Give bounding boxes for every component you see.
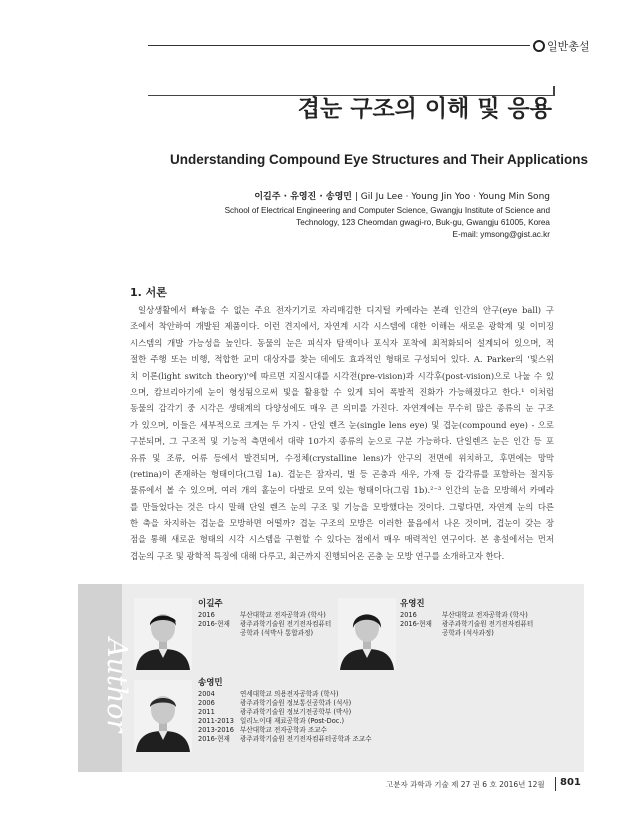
history-desc: 일리노이대 재료공학과 (Post-Doc.) bbox=[240, 717, 345, 725]
journal-info: 고분자 과학과 기술 제 27 권 6 호 2016년 12월 bbox=[386, 780, 545, 789]
history-year: 2006 bbox=[198, 699, 215, 707]
article-title-korean: 겹눈 구조의 이해 및 응용 bbox=[297, 95, 552, 122]
body-line: 유류 및 조류, 어류 등에서 발견되며, 수정체(crystalline lens)가 안구의 전면에 위치하고, 후면에는 망막 bbox=[130, 452, 554, 463]
authors-korean: 이길주 · 유영진 · 송영민 bbox=[254, 192, 352, 202]
section-label: 일반총설 bbox=[547, 40, 590, 53]
body-line: (retina)이 존재하는 형태이다(그림 1a). 겹눈은 잠자리, 벌 등 곤충과 새우, 가재 등 갑각류를 포함하는 절지동 bbox=[130, 468, 554, 479]
body-line: 구분되며, 그 구조적 및 기능적 측면에서 대략 10가지 종류의 눈으로 구분 가능하다. 단일렌즈 눈은 인간 등 포 bbox=[130, 436, 554, 447]
author-history-row bbox=[198, 629, 313, 638]
affiliation-line: School of Electrical Engineering and Computer Science, Gwangju Institute of Science and bbox=[224, 206, 550, 215]
body-line: 겹눈의 구조 및 광학적 특징에 대해 다루고, 최근까지 진행되어온 곤충 눈 모방 연구를 소개하고자 한다. bbox=[130, 550, 505, 561]
title-rule-end bbox=[553, 86, 555, 96]
article-title-english: Understanding Compound Eye Structures and Their Applications bbox=[170, 152, 589, 167]
avatar bbox=[134, 598, 192, 670]
author-label bbox=[78, 586, 132, 772]
author-history-row bbox=[400, 629, 494, 638]
history-year: 2016-현재 bbox=[198, 620, 230, 628]
author-history-row bbox=[198, 735, 372, 744]
body-line: 조에서 착안하여 개발된 제품이다. 이런 견지에서, 자연계 시각 시스템에 대한 이해는 새로운 광학계 및 이미징 bbox=[130, 321, 554, 332]
author-history-row bbox=[198, 690, 339, 699]
author-name: 유영진 bbox=[400, 599, 425, 609]
author-history-row bbox=[198, 717, 344, 726]
history-year: 2016 bbox=[198, 611, 215, 619]
avatar bbox=[338, 598, 396, 670]
history-desc: 광주과학기술원 정보통신공학과 (석사) bbox=[240, 699, 352, 707]
affiliation bbox=[200, 205, 550, 241]
history-year: 2016-현재 bbox=[198, 735, 230, 743]
history-desc: 부산대학교 전자공학과 조교수 bbox=[240, 726, 327, 734]
body-line: 절한 주행 또는 비행, 적합한 교미 대상자를 찾는 데에도 효과적인 형태로 구성되어 있다. A. Parker의 '빛스위 bbox=[130, 354, 554, 365]
body-line: 으며, 캄브리아기에 눈이 형성됨으로써 빛을 활용할 수 있게 되어 폭발적 진화가 가능해졌다고 한다.¹ 이처럼 bbox=[130, 386, 554, 397]
body-line: 물류에서 볼 수 있으며, 여러 개의 홑눈이 다발로 모여 있는 형태이다(그림 1b).²⁻³ 인간의 눈을 모방해서 카메라 bbox=[130, 485, 554, 496]
body-line: 시스템의 개발 가능성을 높인다. 동물의 눈은 피식자 탐색이나 포식자 포착에 최적화되어 설계되어 있으며, 적 bbox=[130, 337, 554, 348]
section-heading: 1. 서론 bbox=[130, 286, 167, 299]
history-year: 2011-2013 bbox=[198, 717, 234, 725]
author-name: 송영민 bbox=[198, 678, 223, 688]
body-line: 한 축을 차지하는 겹눈을 모방하면 어떨까? 겹눈 구조의 모방은 이러한 물음에서 나온 것이며, 겹눈이 갖는 장 bbox=[130, 518, 554, 529]
author-line bbox=[200, 189, 550, 202]
affiliation-line: Technology, 123 Cheomdan gwagi-ro, Buk-gu, Gwangju 61005, Korea bbox=[296, 218, 550, 227]
author-label-text: Author bbox=[101, 638, 132, 733]
section-rule bbox=[148, 45, 530, 46]
footer-divider bbox=[555, 777, 556, 791]
history-year: 2004 bbox=[198, 690, 215, 698]
body-line: 치 이론(light switch theory)'에 따르면 지질시대를 시각전(pre-vision)과 시각후(post-vision)으로 나눌 수 있 bbox=[130, 370, 554, 381]
author-name: 이길주 bbox=[198, 599, 223, 609]
history-year: 2011 bbox=[198, 708, 215, 716]
history-desc: 광주과학기술원 전기전자컴퓨터 bbox=[240, 620, 332, 628]
authors-english: | Gil Ju Lee · Young Jin Yoo · Young Min Song bbox=[354, 192, 550, 202]
author-history-row bbox=[400, 611, 528, 620]
history-desc: 부산대학교 전자공학과 (학사) bbox=[240, 611, 326, 619]
body-line: 동물의 감각기 중 시각은 생태계의 다양성에도 매우 큰 의미를 가진다. 자연계에는 무수히 많은 종류의 눈 구조 bbox=[130, 403, 554, 414]
section-tag bbox=[0, 38, 622, 52]
author-history-row bbox=[198, 611, 326, 620]
author-history-row bbox=[198, 620, 331, 629]
author-history-row bbox=[400, 620, 533, 629]
author-history-row bbox=[198, 708, 351, 717]
history-desc: 부산대학교 전자공학과 (학사) bbox=[442, 611, 528, 619]
section-bullet-icon bbox=[533, 40, 545, 52]
history-desc: 광주과학기술원 정보기전공학부 (박사) bbox=[240, 708, 352, 716]
history-desc: 광주과학기술원 전기전자컴퓨터 bbox=[442, 620, 534, 628]
author-history-row bbox=[198, 726, 327, 735]
history-desc: 광주과학기술원 전기전자컴퓨터공학과 조교수 bbox=[240, 735, 372, 743]
history-desc: 공학과 (석사과정) bbox=[442, 629, 494, 637]
history-desc: 공학과 (석박사 통합과정) bbox=[240, 629, 314, 637]
body-line: 점을 통해 새로운 형태의 시각 시스템을 구현할 수 있다는 점에서 매우 매력적인 연구이다. 본 총설에서는 먼저 bbox=[130, 534, 554, 545]
page-number: 801 bbox=[560, 777, 581, 788]
history-year: 2013-2016 bbox=[198, 726, 234, 734]
avatar bbox=[134, 680, 192, 752]
body-line: 를 만들었다는 것은 다시 말해 단일 렌즈 눈의 구조 및 기능을 모방했다는 것이다. 그렇다면, 자연계 눈의 다른 bbox=[130, 501, 554, 512]
body-line: 가 있으며, 이들은 세부적으로 크게는 두 가지 - 단일 렌즈 눈(single lens eye) 및 겹눈(compound eye) - 으로 bbox=[130, 419, 554, 430]
body-line: 일상생활에서 빠놓을 수 없는 주요 전자기기로 자리매김한 디지털 카메라는 본래 인간의 안구(eye ball) 구 bbox=[138, 305, 554, 315]
author-email: E-mail: ymsong@gist.ac.kr bbox=[452, 230, 550, 239]
history-year: 2016 bbox=[400, 611, 417, 619]
history-desc: 연세대학교 의용전자공학과 (학사) bbox=[240, 690, 339, 698]
history-year: 2016-현재 bbox=[400, 620, 432, 628]
body-paragraph bbox=[130, 302, 554, 564]
author-history-row bbox=[198, 699, 351, 708]
